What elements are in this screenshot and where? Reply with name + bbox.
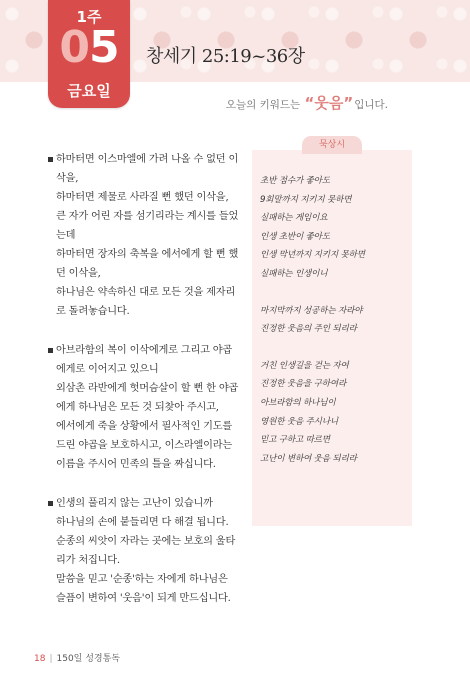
bullet-square-icon (48, 501, 53, 506)
paragraph-line: 드린 야곱을 보호하시고, 이스라엘이라는 (56, 440, 233, 451)
poem-line: 실패하는 게임이요 (260, 213, 328, 224)
paragraph-line: 하마터면 제물로 사라질 뻔 했던 이삭을, (56, 192, 229, 203)
weekday-label: 금요일 (67, 82, 111, 100)
poem-tab: 묵상시 (302, 136, 362, 154)
footer-separator: | (49, 654, 53, 664)
poem-line: 진정한 웃음을 구하여라 (260, 379, 347, 390)
paragraph-line: 리가 처집니다. (56, 555, 120, 566)
paragraph-line: 는데 (56, 230, 76, 241)
poem-line: 영원한 웃음 주시나니 (260, 416, 338, 427)
poem-line: 실패하는 인생이니 (260, 268, 328, 279)
poem-lines (260, 172, 410, 468)
bullet-square-icon (48, 157, 53, 162)
paragraph-line: 말씀을 믿고 '순종'하는 자에게 하나님은 (56, 574, 228, 585)
poem-line: 거친 인생길을 걷는 자여 (260, 360, 349, 371)
paragraph-line: 하나님의 손에 붙들리면 다 해결 됩니다. (56, 517, 229, 528)
paragraph-line: 외삼촌 라반에게 헛머슴살이 할 뻔 한 야곱 (56, 383, 239, 394)
keyword-line (226, 92, 388, 113)
paragraph-line: 인생의 풀리지 않는 고난이 있습니까 (56, 498, 213, 509)
paragraph-line: 순종의 씨앗이 자라는 곳에는 보호의 울타 (56, 536, 236, 547)
paragraph-line: 로 돌려놓습니다. (56, 306, 130, 317)
day-number-digit: 5 (89, 22, 119, 73)
poem-line: 고난이 변하여 웃음 되리라 (260, 453, 357, 464)
week-label: 1주 (76, 8, 102, 26)
paragraph-line: 하마터면 이스마엘에 가려 나올 수 없던 이 (56, 154, 239, 165)
keyword-suffix: 입니다. (354, 99, 388, 111)
paragraph-line: 에게로 이어지고 있으니 (56, 364, 159, 375)
main-text (56, 150, 246, 628)
keyword-word: “웃음” (304, 94, 354, 112)
poem-line: 아브라함의 하나님이 (260, 397, 336, 408)
paragraph-line: 던 이삭을, (56, 268, 101, 279)
paragraph-line: 삭을, (56, 173, 79, 184)
day-number (48, 22, 130, 73)
poem-line: 9회말까지 지키지 못하면 (260, 194, 352, 205)
poem-line: 믿고 구하고 따르면 (260, 435, 330, 446)
paragraph-line: 하마터면 장자의 축복을 에서에게 할 뻔 했 (56, 249, 239, 260)
chapter-title: 창세기 25:19~36장 (146, 46, 305, 67)
footer (34, 651, 120, 664)
poem-line: 마지막까지 성공하는 자라야 (260, 305, 363, 316)
day-badge (48, 0, 130, 108)
bullet-square-icon (48, 348, 53, 353)
poem-line: 진정한 웃음의 주인 되리라 (260, 324, 357, 335)
paragraph-line: 에서에게 죽을 상황에서 필사적인 기도를 (56, 421, 233, 432)
paragraph-line: 아브라함의 복이 이삭에게로 그리고 야곱 (56, 345, 233, 356)
paragraph-line: 큰 자가 어린 자를 섬기리라는 계시를 들었 (56, 211, 239, 222)
paragraph-line: 에게 하나님은 모든 것 되찾아 주시고, (56, 402, 219, 413)
paragraph (56, 341, 246, 474)
paragraph-line: 슬픔이 변하여 '웃음'이 되게 만드십니다. (56, 593, 231, 604)
paragraph (56, 494, 246, 608)
stanza-gap (260, 284, 410, 302)
paragraph (56, 150, 246, 321)
paragraph-line: 하나님은 약속하신 대로 모든 것을 제자리 (56, 287, 236, 298)
page-number: 18 (34, 654, 46, 664)
day-number-prefix: 0 (59, 22, 89, 73)
book-title: 150일 성경통독 (56, 654, 121, 664)
poem-line: 초반 점수가 좋아도 (260, 176, 330, 186)
stanza-gap (260, 339, 410, 357)
poem-line: 인생 초반이 좋아도 (260, 231, 330, 242)
keyword-prefix: 오늘의 키워드는 (225, 99, 301, 111)
paragraph-line: 이름을 주시어 민족의 틀을 짜십니다. (56, 459, 216, 470)
poem-line: 인생 막년까지 지키지 못하면 (260, 250, 365, 261)
